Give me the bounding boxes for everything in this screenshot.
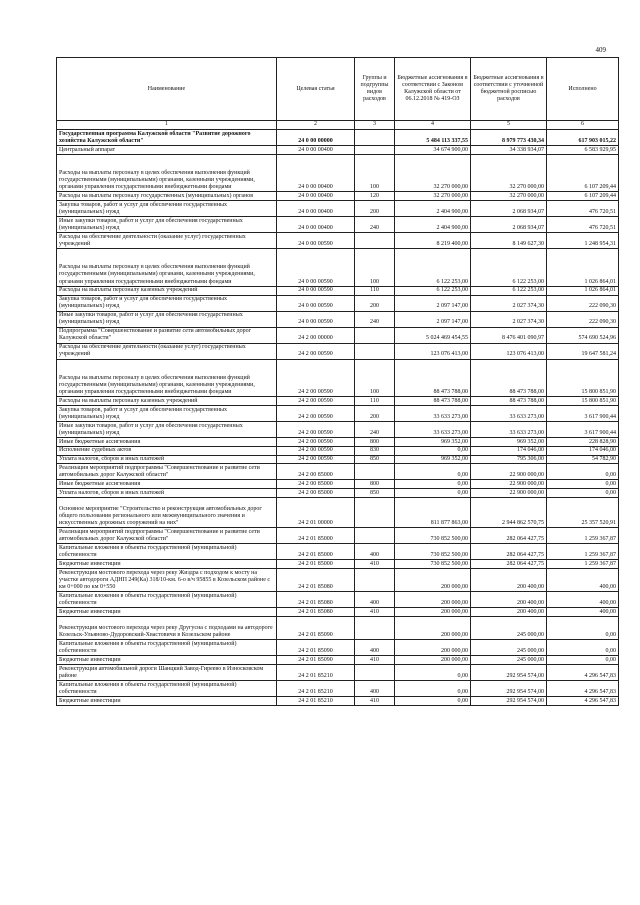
row-target-article-cell: 24 2 00 00000 [277, 327, 355, 343]
row-name-cell: Бюджетные инвестиции [57, 697, 277, 706]
row-law-allocation-cell: 200 000,00 [395, 656, 471, 665]
row-executed-cell: 25 357 520,91 [547, 497, 619, 527]
row-target-article-cell: 24 2 00 00590 [277, 421, 355, 437]
row-law-allocation-cell: 0,00 [395, 681, 471, 697]
row-executed-cell: 174 046,00 [547, 446, 619, 455]
row-target-article-cell: 24 2 01 85090 [277, 656, 355, 665]
row-expense-group-cell: 410 [355, 697, 395, 706]
table-row [57, 192, 619, 201]
row-target-article-cell: 24 2 00 85000 [277, 489, 355, 498]
table-row [57, 130, 619, 146]
row-plan-allocation-cell: 22 900 000,00 [471, 464, 547, 480]
row-target-article-cell: 24 0 00 00000 [277, 130, 355, 146]
table-row [57, 286, 619, 295]
row-plan-allocation-cell: 2 068 934,07 [471, 201, 547, 217]
row-law-allocation-cell: 123 076 413,00 [395, 343, 471, 359]
row-target-article-cell: 24 0 00 00400 [277, 201, 355, 217]
table-row [57, 311, 619, 327]
row-target-article-cell: 24 2 01 85210 [277, 681, 355, 697]
row-expense-group-cell: 110 [355, 397, 395, 406]
row-target-article-cell: 24 0 00 00590 [277, 286, 355, 295]
row-law-allocation-cell: 811 877 863,00 [395, 497, 471, 527]
header-name: Наименование [57, 58, 277, 121]
row-expense-group-cell: 410 [355, 656, 395, 665]
row-expense-group-cell [355, 327, 395, 343]
row-target-article-cell: 24 2 00 00590 [277, 359, 355, 397]
row-target-article-cell: 24 2 00 00590 [277, 437, 355, 446]
row-name-cell: Расходы на выплаты персоналу в целях обеспечения выполнения функций государственными (муниципальными) органами, казенными учреждениями, органами управления государственными внебюджетными фондами [57, 359, 277, 397]
table-header [57, 58, 619, 130]
row-name-cell: Иные закупки товаров, работ и услуг для обеспечения государственных (муниципальных) нужд [57, 311, 277, 327]
row-expense-group-cell: 800 [355, 480, 395, 489]
row-plan-allocation-cell: 123 076 413,00 [471, 343, 547, 359]
row-executed-cell: 6 107 209,44 [547, 192, 619, 201]
table-row [57, 528, 619, 544]
row-executed-cell: 1 259 367,87 [547, 544, 619, 560]
row-target-article-cell: 24 2 01 85210 [277, 665, 355, 681]
row-target-article-cell: 24 2 00 00590 [277, 343, 355, 359]
header-law-allocation: Бюджетные ассигнования в соответствии с Законом Калужской области от 06.12.2018 № 419-ОЗ [395, 58, 471, 121]
row-executed-cell: 400,00 [547, 569, 619, 592]
row-expense-group-cell: 410 [355, 560, 395, 569]
row-name-cell: Капитальные вложения в объекты государственной (муниципальной) собственности [57, 681, 277, 697]
row-expense-group-cell: 410 [355, 608, 395, 617]
row-name-cell: Уплата налогов, сборов и иных платежей [57, 455, 277, 464]
row-law-allocation-cell: 5 484 113 337,55 [395, 130, 471, 146]
row-law-allocation-cell: 0,00 [395, 446, 471, 455]
row-executed-cell: 222 090,30 [547, 311, 619, 327]
row-executed-cell: 6 583 929,95 [547, 146, 619, 155]
row-plan-allocation-cell: 282 064 427,75 [471, 560, 547, 569]
row-law-allocation-cell: 969 352,00 [395, 455, 471, 464]
row-name-cell: Центральный аппарат [57, 146, 277, 155]
table-row [57, 343, 619, 359]
row-name-cell: Реконструкция мостового перехода через реку Жиздра с подходом к мосту на участке автодороги АДНП 249(Ка) 318/10-км. 6-о в/ч 95855 в Козельском районе с км 0+000 по км 0+550 [57, 569, 277, 592]
row-name-cell: Иные бюджетные ассигнования [57, 480, 277, 489]
row-expense-group-cell: 120 [355, 192, 395, 201]
row-plan-allocation-cell: 6 122 253,00 [471, 249, 547, 287]
row-name-cell: Расходы на выплаты персоналу казенных учреждений [57, 397, 277, 406]
row-expense-group-cell: 240 [355, 217, 395, 233]
row-name-cell: Капитальные вложения в объекты государственной (муниципальной) собственности [57, 640, 277, 656]
row-target-article-cell: 24 2 01 85080 [277, 608, 355, 617]
row-executed-cell: 1 026 864,01 [547, 249, 619, 287]
row-plan-allocation-cell: 2 068 934,07 [471, 217, 547, 233]
row-expense-group-cell: 830 [355, 446, 395, 455]
header-target-article: Целевая статья [277, 58, 355, 121]
row-plan-allocation-cell: 292 954 574,00 [471, 697, 547, 706]
table-row [57, 327, 619, 343]
row-expense-group-cell [355, 146, 395, 155]
row-executed-cell: 0,00 [547, 640, 619, 656]
row-executed-cell: 3 617 900,44 [547, 405, 619, 421]
table-row [57, 146, 619, 155]
row-law-allocation-cell: 32 270 000,00 [395, 192, 471, 201]
row-expense-group-cell [355, 617, 395, 640]
row-law-allocation-cell: 200 000,00 [395, 608, 471, 617]
row-plan-allocation-cell: 245 000,00 [471, 617, 547, 640]
row-plan-allocation-cell: 2 944 862 570,75 [471, 497, 547, 527]
table-row [57, 617, 619, 640]
header-plan-allocation: Бюджетные ассигнования в соответствии с уточненной бюджетной росписью расходов [471, 58, 547, 121]
column-number: 6 [547, 121, 619, 130]
row-name-cell: Капитальные вложения в объекты государственной (муниципальной) собственности [57, 592, 277, 608]
table-row [57, 640, 619, 656]
row-executed-cell: 228 828,90 [547, 437, 619, 446]
row-name-cell: Расходы на выплаты персоналу государственных (муниципальных) органов [57, 192, 277, 201]
row-expense-group-cell: 200 [355, 405, 395, 421]
row-target-article-cell: 24 0 00 00400 [277, 154, 355, 192]
row-plan-allocation-cell: 32 270 000,00 [471, 154, 547, 192]
table-row [57, 544, 619, 560]
row-name-cell: Закупка товаров, работ и услуг для обеспечения государственных (муниципальных) нужд [57, 201, 277, 217]
header-executed: Исполнено [547, 58, 619, 121]
row-executed-cell: 0,00 [547, 489, 619, 498]
table-row [57, 359, 619, 397]
row-target-article-cell: 24 0 00 00590 [277, 233, 355, 249]
row-law-allocation-cell: 88 473 788,00 [395, 359, 471, 397]
row-plan-allocation-cell: 33 633 273,00 [471, 421, 547, 437]
row-expense-group-cell: 110 [355, 286, 395, 295]
row-law-allocation-cell: 0,00 [395, 697, 471, 706]
row-expense-group-cell: 850 [355, 455, 395, 464]
row-name-cell: Уплата налогов, сборов и иных платежей [57, 489, 277, 498]
row-plan-allocation-cell: 200 400,00 [471, 592, 547, 608]
row-plan-allocation-cell: 2 027 374,30 [471, 311, 547, 327]
row-law-allocation-cell: 2 404 900,00 [395, 201, 471, 217]
row-plan-allocation-cell: 795 306,00 [471, 455, 547, 464]
row-name-cell: Капитальные вложения в объекты государственной (муниципальной) собственности [57, 544, 277, 560]
row-executed-cell: 15 800 851,90 [547, 397, 619, 406]
table-row [57, 489, 619, 498]
row-executed-cell: 476 720,51 [547, 217, 619, 233]
row-law-allocation-cell: 5 024 469 454,55 [395, 327, 471, 343]
table-row [57, 437, 619, 446]
table-row [57, 681, 619, 697]
table-row [57, 480, 619, 489]
table-row [57, 656, 619, 665]
column-number: 4 [395, 121, 471, 130]
row-executed-cell: 4 296 547,83 [547, 681, 619, 697]
row-name-cell: Закупка товаров, работ и услуг для обеспечения государственных (муниципальных) нужд [57, 295, 277, 311]
row-plan-allocation-cell: 8 476 401 090,97 [471, 327, 547, 343]
row-law-allocation-cell: 0,00 [395, 464, 471, 480]
row-name-cell: Основное мероприятие "Строительство и реконструкция автомобильных дорог общего пользования регионального или межмуниципального значения и искусственных дорожных сооружений на них" [57, 497, 277, 527]
row-plan-allocation-cell: 8 149 627,30 [471, 233, 547, 249]
column-number: 1 [57, 121, 277, 130]
row-plan-allocation-cell: 292 954 574,00 [471, 681, 547, 697]
row-name-cell: Бюджетные инвестиции [57, 656, 277, 665]
row-expense-group-cell: 800 [355, 437, 395, 446]
row-law-allocation-cell: 2 404 900,00 [395, 217, 471, 233]
row-law-allocation-cell: 33 633 273,00 [395, 405, 471, 421]
row-law-allocation-cell: 2 097 147,00 [395, 311, 471, 327]
row-law-allocation-cell: 8 219 400,00 [395, 233, 471, 249]
table-row [57, 608, 619, 617]
row-expense-group-cell: 100 [355, 154, 395, 192]
row-plan-allocation-cell: 245 000,00 [471, 640, 547, 656]
row-name-cell: Реконструкция автомобильной дороги Шанцкий Завод-Гиреево в Износковском районе [57, 665, 277, 681]
table-row [57, 397, 619, 406]
row-executed-cell: 476 720,51 [547, 201, 619, 217]
row-expense-group-cell: 850 [355, 489, 395, 498]
row-executed-cell: 54 782,90 [547, 455, 619, 464]
row-target-article-cell: 24 2 01 85090 [277, 617, 355, 640]
row-expense-group-cell: 100 [355, 249, 395, 287]
row-expense-group-cell [355, 528, 395, 544]
row-executed-cell: 0,00 [547, 656, 619, 665]
page-number: 409 [595, 46, 606, 54]
row-name-cell: Расходы на выплаты персоналу в целях обеспечения выполнения функций государственными (муниципальными) органами, казенными учреждениями, органами управления государственными внебюджетными фондами [57, 249, 277, 287]
row-target-article-cell: 24 2 01 00000 [277, 497, 355, 527]
row-law-allocation-cell: 200 000,00 [395, 569, 471, 592]
row-target-article-cell: 24 2 00 85000 [277, 464, 355, 480]
row-target-article-cell: 24 2 01 85080 [277, 569, 355, 592]
row-expense-group-cell: 400 [355, 544, 395, 560]
table-row [57, 464, 619, 480]
row-law-allocation-cell: 0,00 [395, 480, 471, 489]
row-expense-group-cell [355, 569, 395, 592]
table-row [57, 233, 619, 249]
row-plan-allocation-cell: 200 400,00 [471, 569, 547, 592]
row-target-article-cell: 24 2 01 85000 [277, 544, 355, 560]
row-target-article-cell: 24 2 00 00590 [277, 405, 355, 421]
table-row [57, 421, 619, 437]
row-plan-allocation-cell: 88 473 788,00 [471, 397, 547, 406]
row-target-article-cell: 24 2 00 00590 [277, 455, 355, 464]
row-name-cell: Исполнение судебных актов [57, 446, 277, 455]
row-executed-cell: 4 296 547,83 [547, 697, 619, 706]
row-name-cell: Подпрограмма "Совершенствование и развитие сети автомобильных дорог Калужской области" [57, 327, 277, 343]
row-target-article-cell: 24 2 01 85000 [277, 528, 355, 544]
row-plan-allocation-cell: 22 900 000,00 [471, 480, 547, 489]
column-number: 2 [277, 121, 355, 130]
row-target-article-cell: 24 0 00 00590 [277, 249, 355, 287]
row-plan-allocation-cell: 34 338 934,07 [471, 146, 547, 155]
table-row [57, 697, 619, 706]
row-law-allocation-cell: 33 633 273,00 [395, 421, 471, 437]
row-expense-group-cell: 240 [355, 311, 395, 327]
row-plan-allocation-cell: 245 000,00 [471, 656, 547, 665]
row-name-cell: Бюджетные инвестиции [57, 560, 277, 569]
row-name-cell: Реализация мероприятий подпрограммы "Совершенствование и развитие сети автомобильных дорог Калужской области" [57, 464, 277, 480]
row-plan-allocation-cell: 2 027 374,30 [471, 295, 547, 311]
column-number: 3 [355, 121, 395, 130]
table-row [57, 405, 619, 421]
row-law-allocation-cell: 200 000,00 [395, 617, 471, 640]
table-body [57, 130, 619, 706]
row-target-article-cell: 24 2 01 85090 [277, 640, 355, 656]
row-target-article-cell: 24 2 00 85000 [277, 480, 355, 489]
row-law-allocation-cell: 200 000,00 [395, 592, 471, 608]
row-expense-group-cell: 100 [355, 359, 395, 397]
row-expense-group-cell [355, 665, 395, 681]
row-plan-allocation-cell: 969 352,00 [471, 437, 547, 446]
row-executed-cell: 1 248 954,31 [547, 233, 619, 249]
row-expense-group-cell: 400 [355, 681, 395, 697]
row-name-cell: Государственная программа Калужской области "Развитие дорожного хозяйства Калужской области" [57, 130, 277, 146]
row-law-allocation-cell: 88 473 788,00 [395, 397, 471, 406]
row-name-cell: Расходы на обеспечение деятельности (оказание услуг) государственных учреждений [57, 233, 277, 249]
row-law-allocation-cell: 34 674 900,00 [395, 146, 471, 155]
row-target-article-cell: 24 0 00 00590 [277, 311, 355, 327]
row-expense-group-cell: 400 [355, 640, 395, 656]
row-law-allocation-cell: 730 852 500,00 [395, 528, 471, 544]
row-name-cell: Иные закупки товаров, работ и услуг для обеспечения государственных (муниципальных) нужд [57, 217, 277, 233]
table-row [57, 295, 619, 311]
row-plan-allocation-cell: 200 400,00 [471, 608, 547, 617]
row-plan-allocation-cell: 292 954 574,00 [471, 665, 547, 681]
table-row [57, 560, 619, 569]
row-executed-cell: 574 690 524,96 [547, 327, 619, 343]
row-plan-allocation-cell: 174 046,00 [471, 446, 547, 455]
table-row [57, 154, 619, 192]
row-executed-cell: 617 903 015,22 [547, 130, 619, 146]
row-executed-cell: 1 259 367,87 [547, 528, 619, 544]
table-row [57, 592, 619, 608]
row-target-article-cell: 24 2 01 85000 [277, 560, 355, 569]
row-executed-cell: 400,00 [547, 592, 619, 608]
row-executed-cell: 0,00 [547, 480, 619, 489]
row-expense-group-cell [355, 497, 395, 527]
row-executed-cell: 15 800 851,90 [547, 359, 619, 397]
row-expense-group-cell [355, 343, 395, 359]
row-name-cell: Иные закупки товаров, работ и услуг для обеспечения государственных (муниципальных) нужд [57, 421, 277, 437]
row-executed-cell: 0,00 [547, 617, 619, 640]
row-law-allocation-cell: 32 270 000,00 [395, 154, 471, 192]
row-name-cell: Закупка товаров, работ и услуг для обеспечения государственных (муниципальных) нужд [57, 405, 277, 421]
row-name-cell: Иные бюджетные ассигнования [57, 437, 277, 446]
row-executed-cell: 1 259 367,87 [547, 560, 619, 569]
row-target-article-cell: 24 0 00 00400 [277, 217, 355, 233]
row-executed-cell: 4 296 547,83 [547, 665, 619, 681]
row-plan-allocation-cell: 88 473 788,00 [471, 359, 547, 397]
row-law-allocation-cell: 2 097 147,00 [395, 295, 471, 311]
row-name-cell: Бюджетные инвестиции [57, 608, 277, 617]
row-expense-group-cell [355, 130, 395, 146]
row-law-allocation-cell: 6 122 253,00 [395, 286, 471, 295]
column-number: 5 [471, 121, 547, 130]
table-row [57, 249, 619, 287]
table-row [57, 455, 619, 464]
header-expense-group: Группы и подгруппы видов расходов [355, 58, 395, 121]
row-expense-group-cell: 240 [355, 421, 395, 437]
row-name-cell: Реализация мероприятий подпрограммы "Совершенствование и развитие сети автомобильных дорог Калужской области" [57, 528, 277, 544]
row-plan-allocation-cell: 32 270 000,00 [471, 192, 547, 201]
row-plan-allocation-cell: 8 979 773 430,34 [471, 130, 547, 146]
row-target-article-cell: 24 2 01 85210 [277, 697, 355, 706]
row-expense-group-cell [355, 464, 395, 480]
row-target-article-cell: 24 2 00 00590 [277, 397, 355, 406]
row-plan-allocation-cell: 282 064 427,75 [471, 544, 547, 560]
table-row [57, 497, 619, 527]
row-plan-allocation-cell: 6 122 253,00 [471, 286, 547, 295]
table-row [57, 665, 619, 681]
row-law-allocation-cell: 969 352,00 [395, 437, 471, 446]
row-executed-cell: 6 107 209,44 [547, 154, 619, 192]
row-name-cell: Расходы на обеспечение деятельности (оказание услуг) государственных учреждений [57, 343, 277, 359]
row-law-allocation-cell: 730 852 500,00 [395, 560, 471, 569]
row-target-article-cell: 24 2 01 85080 [277, 592, 355, 608]
table-row [57, 217, 619, 233]
row-executed-cell: 0,00 [547, 464, 619, 480]
row-law-allocation-cell: 0,00 [395, 665, 471, 681]
row-expense-group-cell: 200 [355, 295, 395, 311]
row-expense-group-cell: 200 [355, 201, 395, 217]
row-expense-group-cell: 400 [355, 592, 395, 608]
row-executed-cell: 3 617 900,44 [547, 421, 619, 437]
row-plan-allocation-cell: 33 633 273,00 [471, 405, 547, 421]
row-executed-cell: 1 026 864,01 [547, 286, 619, 295]
row-name-cell: Расходы на выплаты персоналу казенных учреждений [57, 286, 277, 295]
row-name-cell: Реконструкция мостового перехода через реку Другусна с подходами на автодороге Козельск-Ульяново-Дудоровский-Хвастовичи в Козельском районе [57, 617, 277, 640]
row-target-article-cell: 24 2 00 00590 [277, 446, 355, 455]
row-executed-cell: 400,00 [547, 608, 619, 617]
row-target-article-cell: 24 0 00 00400 [277, 146, 355, 155]
row-law-allocation-cell: 730 852 500,00 [395, 544, 471, 560]
row-plan-allocation-cell: 22 900 000,00 [471, 489, 547, 498]
row-law-allocation-cell: 6 122 253,00 [395, 249, 471, 287]
row-plan-allocation-cell: 282 064 427,75 [471, 528, 547, 544]
budget-table [56, 57, 619, 706]
row-law-allocation-cell: 200 000,00 [395, 640, 471, 656]
row-law-allocation-cell: 0,00 [395, 489, 471, 498]
row-executed-cell: 222 090,30 [547, 295, 619, 311]
row-name-cell: Расходы на выплаты персоналу в целях обеспечения выполнения функций государственными (муниципальными) органами, казенными учреждениями, органами управления государственными внебюджетными фондами [57, 154, 277, 192]
table-row [57, 569, 619, 592]
row-target-article-cell: 24 0 00 00590 [277, 295, 355, 311]
row-expense-group-cell [355, 233, 395, 249]
table-row [57, 446, 619, 455]
table-row [57, 201, 619, 217]
row-executed-cell: 19 647 581,24 [547, 343, 619, 359]
row-target-article-cell: 24 0 00 00400 [277, 192, 355, 201]
